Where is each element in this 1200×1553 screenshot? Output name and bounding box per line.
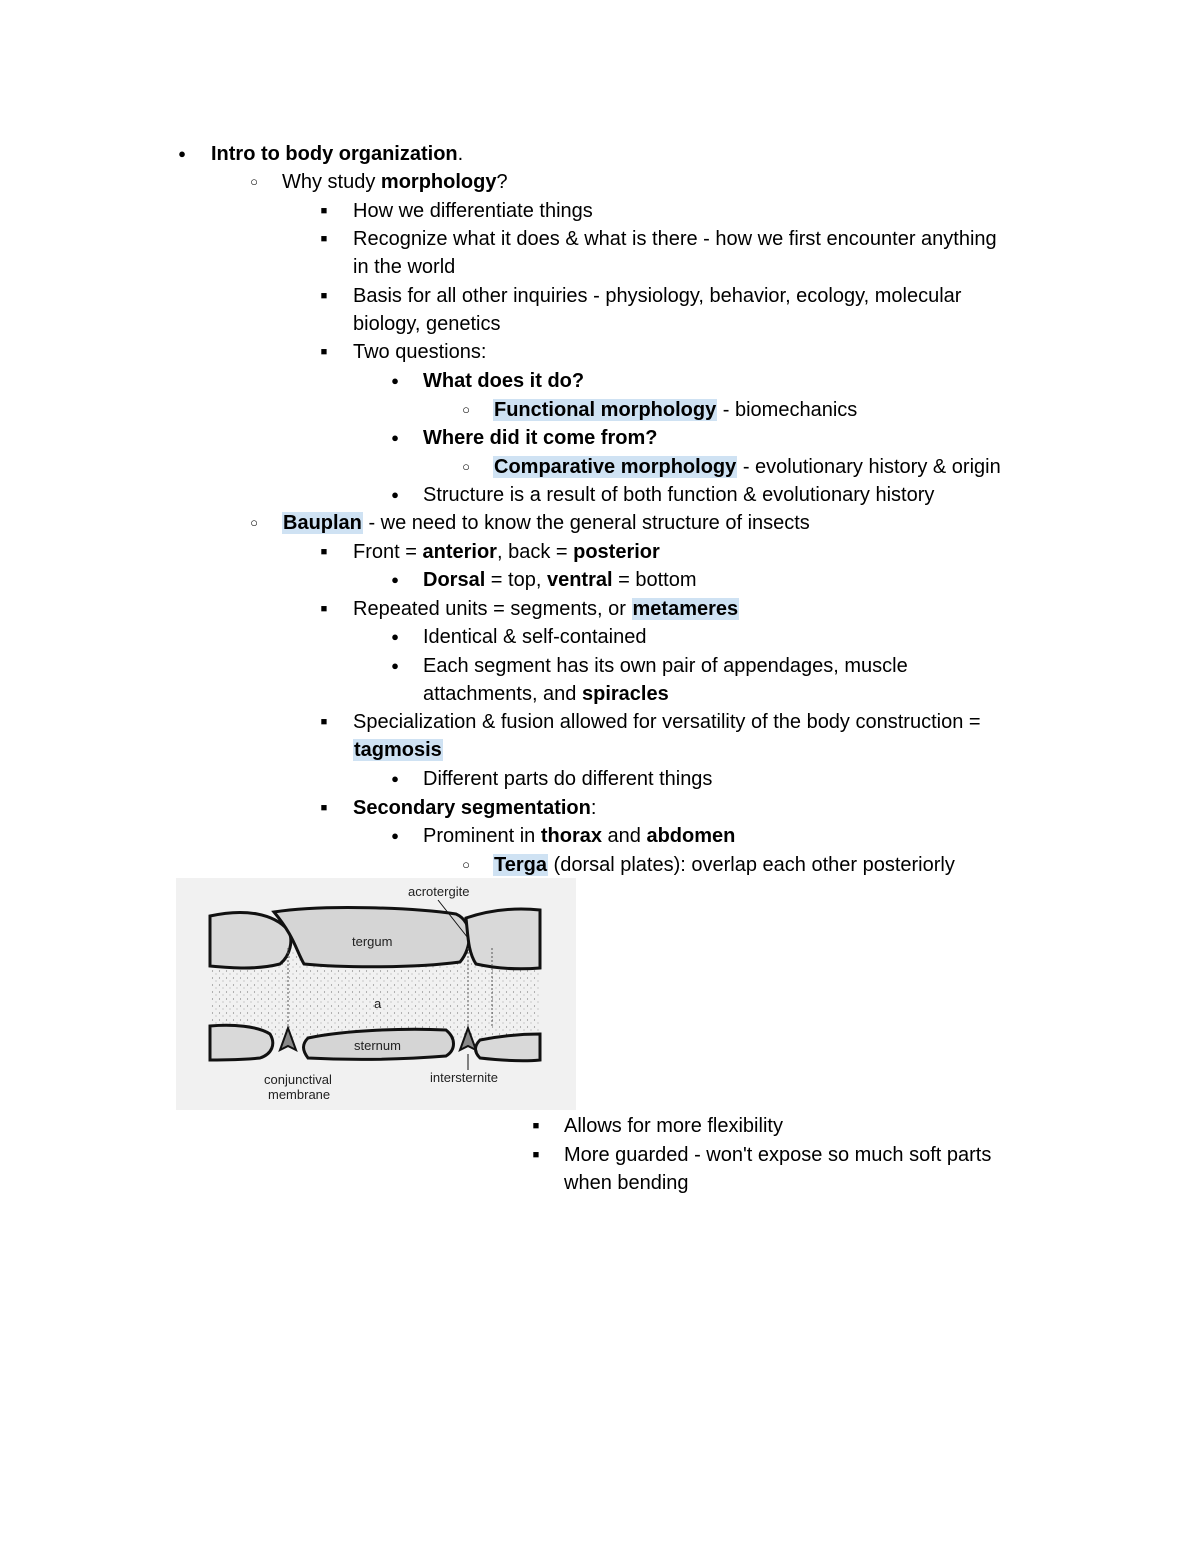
bullet-disc: ● bbox=[391, 629, 399, 644]
terga-line: Terga (dorsal plates): overlap each other posteriorly bbox=[494, 854, 955, 876]
list-item: Different parts do different things bbox=[423, 768, 713, 790]
conjunctival-label-2: membrane bbox=[268, 1087, 331, 1102]
comparative-morphology-line: Comparative morphology - evolutionary history & origin bbox=[494, 456, 1001, 478]
tagmosis-line: tagmosis bbox=[354, 739, 442, 761]
repeated-units-line: Repeated units = segments, or metameres bbox=[353, 598, 739, 620]
bullet-circle: ○ bbox=[462, 857, 470, 872]
dorsal-ventral-line: Dorsal = top, ventral = bottom bbox=[423, 569, 697, 591]
bullet-square: ■ bbox=[532, 1120, 540, 1132]
why-study-line: Why study morphology? bbox=[282, 171, 508, 193]
bullet-disc: ● bbox=[391, 430, 399, 445]
conjunctival-label-1: conjunctival bbox=[264, 1072, 332, 1087]
list-item: Allows for more flexibility bbox=[564, 1115, 783, 1137]
bullet-disc: ● bbox=[391, 487, 399, 502]
segmentation-diagram bbox=[176, 878, 576, 1110]
bullet-square: ■ bbox=[320, 802, 328, 814]
bullet-circle: ○ bbox=[250, 515, 258, 530]
bullet-disc: ● bbox=[391, 373, 399, 388]
list-item: Each segment has its own pair of appendages, muscle bbox=[423, 655, 908, 677]
bullet-square: ■ bbox=[320, 346, 328, 358]
bullet-circle: ○ bbox=[462, 459, 470, 474]
bullet-disc: ● bbox=[178, 146, 186, 161]
functional-morphology-line: Functional morphology - biomechanics bbox=[494, 399, 858, 421]
bullet-square: ■ bbox=[532, 1149, 540, 1161]
question-where: Where did it come from? bbox=[423, 427, 658, 449]
bullet-disc: ● bbox=[391, 658, 399, 673]
bullet-disc: ● bbox=[391, 572, 399, 587]
bullet-square: ■ bbox=[320, 603, 328, 615]
acrotergite-label: acrotergite bbox=[408, 884, 470, 899]
a-label: a bbox=[374, 996, 382, 1011]
tergum-plate-right bbox=[466, 909, 540, 969]
list-item: Identical & self-contained bbox=[423, 626, 647, 648]
prominent-line: Prominent in thorax and abdomen bbox=[423, 825, 736, 847]
list-item-continued: when bending bbox=[564, 1172, 689, 1194]
sternum-plate-right bbox=[476, 1034, 541, 1061]
list-item: Two questions: bbox=[353, 341, 487, 363]
list-item: Structure is a result of both function & evolutionary history bbox=[423, 484, 935, 506]
tergum-plate-left bbox=[210, 912, 291, 968]
bullet-square: ■ bbox=[320, 546, 328, 558]
secondary-segmentation-line: Secondary segmentation: bbox=[353, 797, 597, 819]
question-what: What does it do? bbox=[423, 370, 585, 392]
list-item: More guarded - won't expose so much soft parts bbox=[564, 1144, 992, 1166]
list-item-continued: in the world bbox=[353, 256, 456, 278]
bullet-square: ■ bbox=[320, 290, 328, 302]
list-item: Specialization & fusion allowed for versatility of the body construction = bbox=[353, 711, 981, 733]
bullet-square: ■ bbox=[320, 716, 328, 728]
front-back-line: Front = anterior, back = posterior bbox=[353, 541, 660, 563]
list-item-continued: biology, genetics bbox=[353, 313, 501, 335]
bauplan-line: Bauplan - we need to know the general structure of insects bbox=[283, 512, 810, 534]
list-item: How we differentiate things bbox=[353, 200, 593, 222]
bullet-square: ■ bbox=[320, 205, 328, 217]
sternum-label: sternum bbox=[354, 1038, 401, 1053]
list-item: Basis for all other inquiries - physiology, behavior, ecology, molecular bbox=[353, 285, 962, 307]
bullet-circle: ○ bbox=[250, 174, 258, 189]
heading-intro: Intro to body organization. bbox=[211, 143, 464, 165]
sternum-plate-left bbox=[210, 1025, 273, 1060]
bullet-square: ■ bbox=[320, 233, 328, 245]
bullet-disc: ● bbox=[391, 828, 399, 843]
tergum-label: tergum bbox=[352, 934, 393, 949]
bullet-circle: ○ bbox=[462, 402, 470, 417]
list-item-continued: attachments, and spiracles bbox=[423, 683, 669, 705]
list-item: Recognize what it does & what is there - how we first encounter anything bbox=[353, 228, 997, 250]
intersternite-label: intersternite bbox=[430, 1070, 498, 1085]
bullet-disc: ● bbox=[391, 771, 399, 786]
